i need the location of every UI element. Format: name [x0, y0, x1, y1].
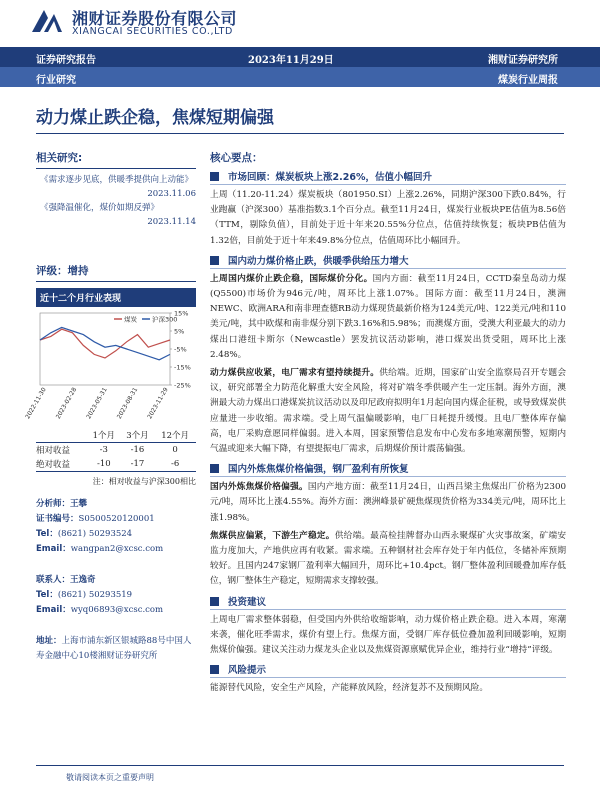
- institute-name: 湘财证券研究所: [488, 55, 558, 66]
- section-heading: [210, 169, 566, 185]
- y-tick-label: -5%: [174, 345, 187, 354]
- footer-disclaimer[interactable]: 敬请阅读本页之重要声明: [66, 773, 154, 782]
- paragraph-text: 国内产地方面：截至11月24日，山西吕梁主焦煤出厂价格为2300元/吨，周环比上涨4.55%。海外方面：澳洲峰景矿硬焦煤现货价格为334美元/吨，周环比上涨1.98%。: [210, 482, 567, 523]
- contact-email-label: Email：: [36, 605, 71, 615]
- table-header-cell: 12个月: [161, 431, 190, 441]
- company-logo-icon: [30, 6, 64, 36]
- paragraph: [210, 529, 566, 590]
- footer-divider: [36, 765, 564, 766]
- company-name-en: XIANGCAI SECURITIES CO.,LTD: [72, 26, 233, 37]
- related-link[interactable]: 《需求逐步见底，供暖季提供向上动能》: [40, 175, 194, 185]
- analyst-tel-label: Tel：: [36, 529, 58, 539]
- analyst-label: 分析师：: [36, 499, 71, 509]
- paragraph-text: 上周电厂需求整体弱稳，但受国内外供给收缩影响，动力煤价格止跌企稳。进入本周，寒潮来袭，催化旺季需求，煤价有望上行。焦煤方面，受钢厂库存低位叠加盈利回暖影响，短期焦煤价偏强。建议关注动力煤龙头企业以及焦煤资源禀赋优异企业，维持行业“增持”评级。: [210, 614, 566, 656]
- paragraph-lead: 动力煤供应收紧，电厂需求有望持续提升。: [210, 368, 380, 379]
- rating-block: [36, 259, 196, 282]
- section-title: 投资建议: [228, 596, 267, 608]
- table-row: [36, 443, 196, 458]
- section-title: 国内动力煤价格止跌，供暖季供给压力增大: [228, 255, 409, 267]
- paragraph: [210, 681, 566, 696]
- table-header-row: [36, 428, 196, 443]
- address-label: 地址：: [36, 636, 62, 646]
- paragraph: [210, 188, 566, 249]
- section-divider: [210, 184, 566, 185]
- paragraph: [210, 366, 566, 457]
- table-cell: -16: [130, 445, 145, 455]
- x-tick-label: 2023-02-28: [54, 386, 79, 421]
- title-divider: [36, 133, 564, 134]
- analyst-cert-label: 证书编号：: [36, 514, 79, 524]
- table-header-cell: 1个月: [92, 431, 116, 441]
- sidebar: [24, 140, 196, 664]
- x-tick-label: 2023-05-31: [85, 386, 109, 421]
- contact-tel: (8621) 50293519: [57, 590, 133, 600]
- company-name-cn: 湘财证券股份有限公司: [72, 9, 238, 28]
- analyst-email[interactable]: wangpan2@xcsc.com: [70, 544, 164, 554]
- table-row-label: 绝对收益: [36, 460, 71, 470]
- section-square-icon: [210, 172, 219, 181]
- related-list: [36, 173, 196, 229]
- x-tick-label: 2022-11-30: [24, 386, 48, 421]
- contact-tel-label: Tel：: [36, 590, 58, 600]
- table-header-cell: 3个月: [126, 431, 149, 441]
- section-square-icon: [210, 256, 219, 265]
- table-note: 注：相对收益与沪深300相比: [92, 477, 196, 486]
- main-content: [210, 140, 566, 696]
- table-cell: -17: [130, 459, 145, 469]
- section-title: 市场回顾：煤炭板块上涨2.26%，估值小幅回升: [228, 172, 432, 183]
- table-header-cell: [36, 428, 87, 443]
- analyst-email-label: Email：: [36, 544, 71, 554]
- industry-performance-chart: [24, 307, 196, 422]
- table-row: [36, 457, 196, 472]
- paragraph-lead: 焦煤供应偏紧，下游生产稳定。: [210, 530, 335, 541]
- contact-email[interactable]: wyq06893@xcsc.com: [70, 605, 164, 615]
- paragraph-text: 国内方面：截至11月24日，CCTD秦皇岛动力煤(Q5500)市场价为946元/吨，周环比上涨1.07%。国际方面：截至11月24日，澳洲NEWC、欧洲ARA和南非理查德RB动力煤现货最新价格为124美元/吨、122美元/吨和110美元/吨，其中欧煤和南非煤分别下跌3.16%和5.98%；而澳煤方面，受澳大利亚最大的动力煤出口港纽卡斯尔（Newcastle）罢发抗议活动影响，港口煤炭出货受阻，周环比上涨2.48%。: [210, 273, 566, 360]
- section-title: 风险提示: [228, 665, 267, 677]
- table-row-label: 相对收益: [36, 446, 71, 456]
- header-bar-secondary: [0, 67, 600, 87]
- header-bar-primary: [0, 47, 600, 67]
- section-divider: [210, 677, 566, 678]
- analyst-cert: S0500520120001: [78, 514, 155, 524]
- paragraph-lead: 上周国内煤价止跌企稳，国际煤价分化。: [210, 273, 373, 284]
- report-category: 行业研究: [36, 75, 76, 86]
- analyst-tel: (8621) 50293524: [57, 529, 133, 539]
- series-line-coal: [40, 329, 170, 358]
- paragraph-text: 上周（11.20-11.24）煤炭板块（801950.SI）上涨2.26%，同期沪深300下跌0.84%，行业跑赢（沪深300）基准指数3.1个百分点。截至11月24日，煤炭行业板块PE估值为8.56倍（TTM，剔除负值），目前处于近十年来20.55%分位点，估值持续恢复；板块PB估值为1.32倍，目前处于近十年来49.8%分位点，估值周环比小幅回升。: [210, 190, 566, 246]
- paragraph-text: 供给端。最高检挂牌督办山西永聚煤矿火灾事故案，矿端安监力度加大，产地供应再有收紧。需求端。五种钢材社会库存处于年内低位，冬储补库预期较好。且国内247家钢厂盈利率大幅回升，周环比+10.4pct。钢厂整体盈利回暖叠加库存低位，钢厂整体生产稳定，短期需求支撑较强。: [210, 530, 567, 587]
- section-square-icon: [210, 597, 219, 606]
- section-title: 国内外炼焦煤价格偏强，钢厂盈利有所恢复: [228, 464, 409, 476]
- contact-block: [36, 573, 196, 618]
- address-text: 上海市浦东新区银城路88号中国人寿金融中心10楼湘财证券研究所: [36, 636, 192, 661]
- paragraph: [210, 480, 566, 526]
- paragraph: [210, 613, 566, 659]
- table-cell: -6: [170, 459, 180, 469]
- section-heading: [210, 662, 566, 678]
- y-tick-label: 15%: [174, 309, 189, 318]
- rating-label: 评级：: [36, 265, 68, 277]
- analyst-name: 王攀: [70, 499, 88, 509]
- related-link[interactable]: 《强降温催化，煤价如期反弹》: [40, 203, 160, 213]
- report-header: [0, 0, 600, 95]
- related-heading: 相关研究:: [36, 152, 83, 164]
- y-tick-label: -25%: [174, 381, 191, 390]
- related-divider: [36, 168, 196, 169]
- legend-label: 煤炭: [124, 315, 137, 324]
- related-date: 2023.11.06: [147, 189, 196, 199]
- series-line-csi300: [40, 327, 170, 359]
- report-series: 煤炭行业周报: [498, 75, 558, 86]
- chart-heading: 近十二个月行业表现: [36, 288, 196, 307]
- section-heading: [210, 253, 566, 269]
- section-square-icon: [210, 665, 219, 674]
- report-date: 2023年11月29日: [248, 55, 334, 66]
- analyst-block: [36, 497, 196, 557]
- report-type: 证券研究报告: [36, 55, 96, 66]
- paragraph-lead: 国内外炼焦煤价格偏强。: [210, 482, 308, 493]
- performance-table: [36, 428, 196, 472]
- address-block: [36, 634, 196, 664]
- rating-divider: [36, 281, 196, 282]
- section-divider: [210, 476, 566, 477]
- key-points-heading: 核心要点：: [210, 152, 263, 164]
- section-divider: [210, 609, 566, 610]
- paragraph: [210, 272, 566, 363]
- legend-label: 沪深300: [152, 315, 178, 324]
- related-date: 2023.11.14: [147, 217, 196, 227]
- section-divider: [210, 268, 566, 269]
- section-heading: [210, 461, 566, 477]
- x-tick-label: 2023-11-29: [146, 386, 170, 421]
- table-cell: -10: [96, 459, 111, 469]
- contact-name: 王逸奇: [70, 575, 96, 585]
- y-tick-label: -15%: [174, 363, 191, 372]
- contact-label: 联系人：: [36, 575, 71, 585]
- paragraph-text: 供给端。近期，国家矿山安全监察局召开专题会议，研究部署全力防范化解重大安全风险，将对矿端冬季供暖产生一定压制。海外方面，澳洲最大动力煤出口港煤炭抗议活动以及印尼政府拟明年1月起向国内煤企征税，或导致煤炭供应量进一步收缩。需求端。受上周气温偏暖影响，电厂日耗提升缓慢。且电厂整体库存偏高，电厂采购意愿同样偏弱。进入本周，国家预警信息发布中心发布多地寒潮预警，短期内气温或迎来大幅下降，有望提振电厂需求，后期煤价预计震荡偏强。: [210, 368, 567, 455]
- section-heading: [210, 594, 566, 610]
- x-tick-label: 2023-08-31: [115, 386, 140, 421]
- table-cell: 0: [172, 445, 178, 455]
- rating-value: 增持: [67, 265, 89, 277]
- page-title: 动力煤止跌企稳，焦煤短期偏强: [36, 108, 274, 128]
- y-tick-label: 5%: [174, 327, 185, 336]
- chart-frame: [40, 313, 170, 385]
- paragraph-text: 能源替代风险，安全生产风险，产能释放风险，经济复苏不及预期风险。: [210, 683, 488, 694]
- table-cell: -3: [99, 445, 108, 455]
- section-square-icon: [210, 464, 219, 473]
